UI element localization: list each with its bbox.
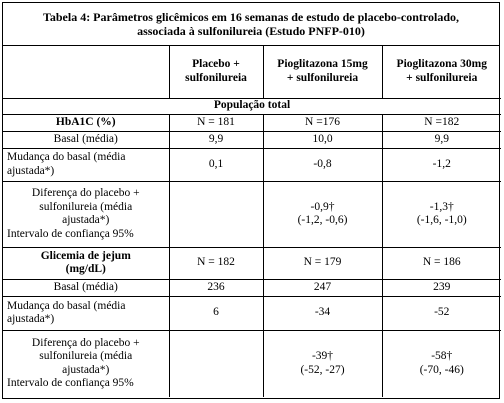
header-row [3,46,501,98]
section-row [3,98,501,114]
hba1c-change-label [3,148,169,181]
glicemia-n-pio15: N = 179 [263,247,382,279]
glicemia-change-label-line-2: ajustada*) [7,313,55,325]
hba1c-diff-label [3,181,169,247]
header-empty-cell [3,46,169,98]
title-line-1: Tabela 4: Parâmetros glicêmicos em 16 semanas de estudo de placebo-controlado, [42,10,460,24]
glicemia-label-line-1: Glicemia de jejum [40,249,131,262]
header-placebo-line-1: Placebo + [192,58,240,71]
glicemia-diff-pio15 [263,330,382,397]
hba1c-diff-pio30-ci: (-1,6, -1,0) [416,214,467,226]
title-line-2: associada à sulfonilureia (Estudo PNFP-010) [137,24,365,38]
hba1c-basal-pio15: 10,0 [263,131,382,148]
glycemic-table [3,46,501,397]
hba1c-diff-pio30-value: -1,3† [429,200,454,213]
header-pio30 [382,46,501,98]
hba1c-change-placebo: 0,1 [169,148,263,181]
hba1c-basal-row [3,131,501,148]
hba1c-n-pio15: N =176 [263,114,382,131]
glicemia-diff-label [3,330,169,397]
glicemia-change-pio15: -34 [263,296,382,330]
hba1c-basal-label: Basal (média) [3,131,169,148]
hba1c-label: HbA1C (%) [3,114,169,131]
glicemia-diff-row [3,330,501,397]
glicemia-change-pio30: -52 [382,296,501,330]
glicemia-n-row [3,247,501,279]
hba1c-change-pio30: -1,2 [382,148,501,181]
glicemia-diff-pio15-value: -39† [311,350,334,363]
header-pio30-line-1: Pioglitazona 30mg [396,58,487,71]
glicemia-n-pio30: N = 186 [382,247,501,279]
hba1c-diff-pio15 [263,181,382,247]
glicemia-diff-label-line-1: Diferença do placebo + [31,336,140,349]
glicemia-basal-label: Basal (média) [3,279,169,296]
hba1c-diff-row [3,181,501,247]
hba1c-basal-pio30: 9,9 [382,131,501,148]
hba1c-diff-label-line-1: Diferença do placebo + [31,187,140,199]
table-frame [2,2,500,399]
glicemia-change-placebo: 6 [169,296,263,330]
header-pio30-line-2: + sulfonilureia [406,71,478,84]
hba1c-diff-pio15-value: -0,9† [310,200,335,213]
glicemia-basal-pio30: 239 [382,279,501,296]
hba1c-diff-placebo [169,181,263,247]
header-pio15-line-2: + sulfonilureia [286,71,359,84]
hba1c-n-pio30: N =182 [382,114,501,131]
table-title [3,3,499,46]
hba1c-basal-placebo: 9,9 [169,131,263,148]
header-placebo-line-2: sulfonilureia [185,71,247,84]
hba1c-n-row [3,114,501,131]
hba1c-diff-pio15-ci: (-1,2, -0,6) [297,214,348,226]
hba1c-diff-label-line-4: Intervalo de confiança 95% [7,227,134,240]
hba1c-n-placebo: N = 181 [169,114,263,131]
glicemia-diff-placebo [169,330,263,397]
glicemia-basal-pio15: 247 [263,279,382,296]
glicemia-change-label-line-1: Mudança do basal (média [7,299,126,312]
hba1c-diff-label-line-2: sulfonilureia (média [39,200,133,213]
glicemia-diff-label-line-2: sulfonilureia (média [39,350,133,363]
glicemia-diff-pio15-ci: (-52, -27) [300,363,345,376]
glicemia-diff-pio30-ci: (-70, -46) [419,363,464,376]
glicemia-change-label [3,296,169,330]
glicemia-change-row [3,296,501,330]
glicemia-n-placebo: N = 182 [169,247,263,279]
hba1c-diff-label-line-3: ajustada*) [62,214,110,226]
hba1c-change-row [3,148,501,181]
glicemia-label [3,247,169,279]
hba1c-diff-pio30 [382,181,501,247]
glicemia-basal-row [3,279,501,296]
header-pio15 [263,46,382,98]
glicemia-diff-pio30 [382,330,501,397]
hba1c-change-label-line-1: Mudança do basal (média [7,151,126,163]
glicemia-basal-placebo: 236 [169,279,263,296]
hba1c-change-pio15: -0,8 [263,148,382,181]
glicemia-diff-pio30-value: -58† [431,350,453,363]
header-placebo [169,46,263,98]
glicemia-diff-label-line-4: Intervalo de confiança 95% [7,377,134,390]
glicemia-label-line-2: (mg/dL) [65,263,106,275]
hba1c-change-label-line-2: ajustada*) [7,164,55,177]
section-title: População total [3,98,501,114]
header-pio15-line-1: Pioglitazona 15mg [277,58,368,71]
glicemia-diff-label-line-3: ajustada*) [62,363,110,376]
